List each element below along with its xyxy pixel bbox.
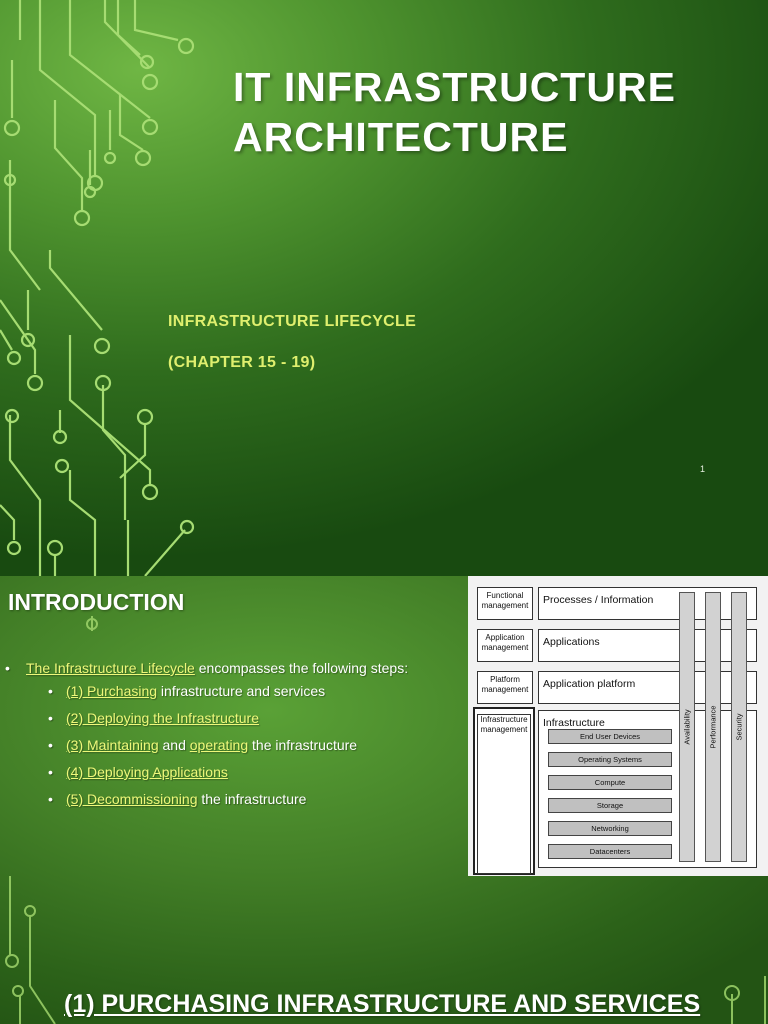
page-number: 1 [700, 464, 706, 474]
infrastructure-management-box [473, 707, 535, 875]
networking-item: Networking [548, 821, 672, 836]
infrastructure-layer-label: Infrastructure [543, 717, 605, 729]
platform-management-box: Platform management [477, 671, 533, 704]
step-text: the infrastructure [248, 737, 358, 753]
step-link-decommissioning[interactable]: (5) Decommissioning [66, 791, 198, 807]
infrastructure-model-diagram [468, 576, 768, 876]
circuit-decoration [0, 0, 220, 576]
purchasing-section-heading: (1) PURCHASING INFRASTRUCTURE AND SERVICES [64, 990, 701, 1018]
compute-item: Compute [548, 775, 672, 790]
list-item [4, 683, 464, 710]
subtitle-chapters: (CHAPTER 15 - 19) [168, 354, 316, 371]
performance-label: Performance [708, 705, 718, 749]
infrastructure-management-label: Infrastructure management [477, 714, 531, 874]
step-text: and [158, 737, 190, 753]
processes-information-layer: Processes / Information [538, 587, 757, 620]
list-item [4, 791, 464, 818]
introduction-body [4, 660, 464, 818]
slide-title [233, 62, 676, 162]
operating-systems-item: Operating Systems [548, 752, 672, 767]
functional-management-box: Functional management [477, 587, 533, 620]
storage-item: Storage [548, 798, 672, 813]
step-link-maintaining[interactable]: (3) Maintaining [66, 737, 159, 753]
list-item-lead [4, 660, 464, 677]
applications-layer: Applications [538, 629, 757, 662]
availability-label: Availability [682, 709, 692, 745]
step-link-deploying-infrastructure[interactable]: (2) Deploying the Infrastructure [66, 710, 259, 726]
title-line-1: IT INFRASTRUCTURE [233, 64, 676, 110]
introduction-heading: INTRODUCTION [8, 589, 185, 615]
step-text: the infrastructure [197, 791, 307, 807]
performance-pillar [705, 592, 721, 862]
datacenters-item: Datacenters [548, 844, 672, 859]
security-label: Security [734, 713, 744, 741]
step-link-deploying-applications[interactable]: (4) Deploying Applications [66, 764, 228, 780]
subtitle-lifecycle: INFRASTRUCTURE LIFECYCLE [168, 313, 417, 330]
security-pillar [731, 592, 747, 862]
lifecycle-list [4, 660, 464, 818]
application-platform-layer: Application platform [538, 671, 757, 704]
step-link-operating[interactable]: operating [189, 737, 249, 753]
title-line-2: ARCHITECTURE [233, 114, 569, 160]
end-user-devices-item: End User Devices [548, 729, 672, 744]
availability-pillar [679, 592, 695, 862]
lead-text: encompasses the following steps: [194, 660, 409, 676]
list-item [4, 737, 464, 764]
step-text: infrastructure and services [157, 683, 326, 699]
list-item [4, 764, 464, 791]
step-link-purchasing[interactable]: (1) Purchasing [66, 683, 158, 699]
application-management-box: Application management [477, 629, 533, 662]
lifecycle-link[interactable]: The Infrastructure Lifecycle [26, 660, 195, 676]
list-item [4, 710, 464, 737]
